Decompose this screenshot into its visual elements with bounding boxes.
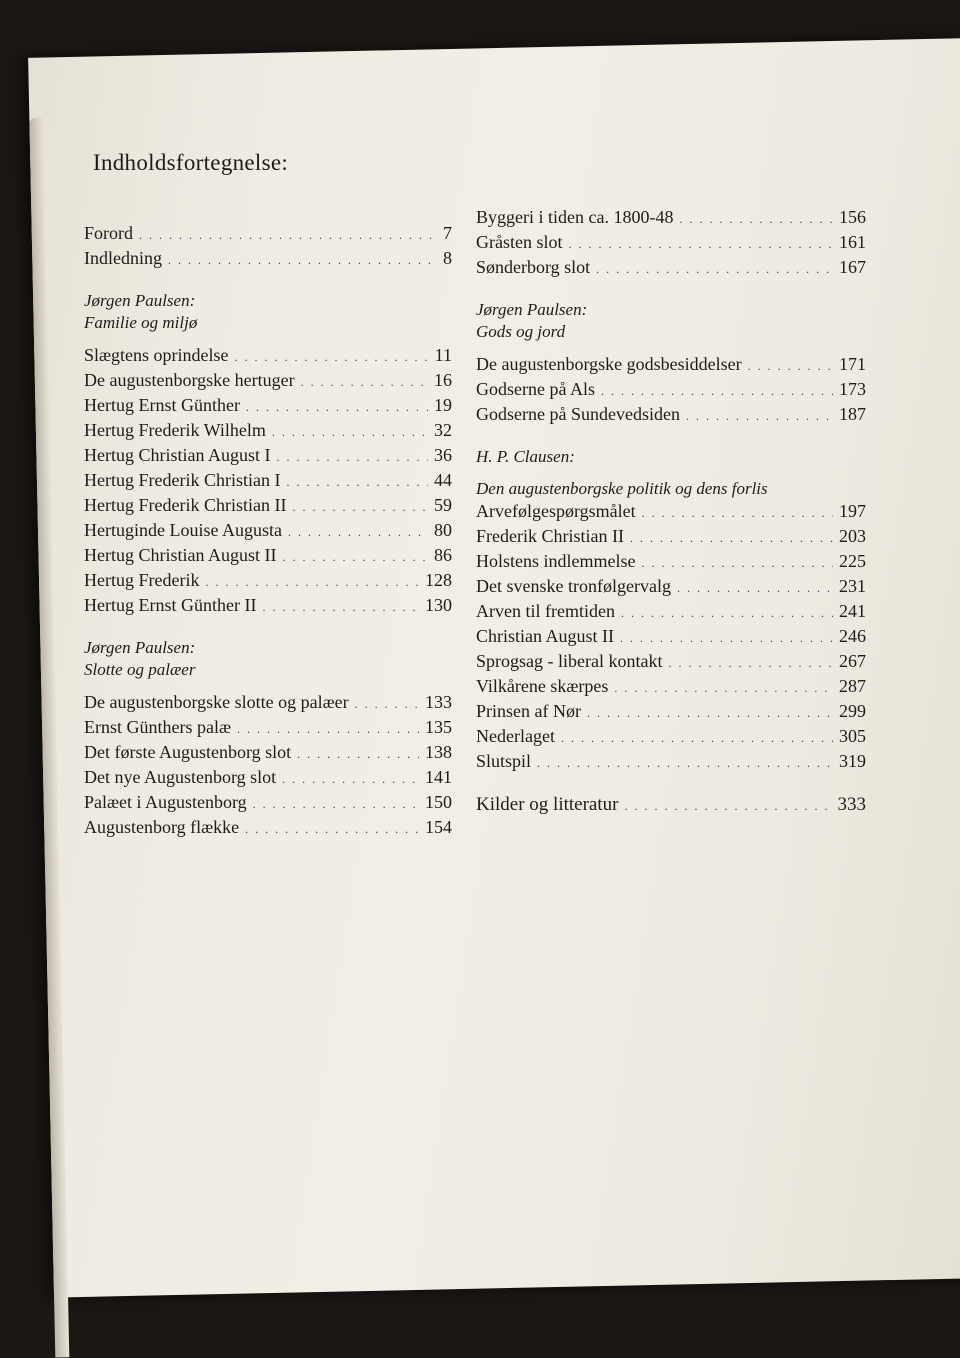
leader-dots [537, 752, 833, 775]
toc-entry [476, 525, 866, 550]
entry-page: 241 [839, 601, 866, 621]
leader-dots [587, 702, 833, 725]
toc-entry [84, 469, 452, 494]
toc-entry [84, 444, 452, 469]
leader-dots [297, 743, 419, 766]
leader-dots [205, 571, 419, 594]
section-title: Gods og jord [476, 322, 566, 341]
leader-dots [235, 346, 429, 369]
toc-entry [84, 716, 452, 741]
entry-label: Hertug Frederik [84, 570, 200, 590]
entry-label: Slægtens oprindelse [84, 345, 229, 365]
leader-dots [641, 552, 833, 575]
entry-label: Godserne på Sundevedsiden [476, 404, 680, 424]
entry-label: Det første Augustenborg slot [84, 742, 292, 762]
toc-entry [84, 691, 452, 716]
toc-entry [84, 344, 452, 369]
leader-dots [568, 233, 833, 256]
toc-entry [476, 256, 866, 281]
leader-dots [288, 521, 428, 544]
entry-page: 8 [443, 248, 452, 268]
toc-left-column [84, 222, 452, 841]
toc-entry [84, 594, 452, 619]
toc-entry [476, 625, 866, 650]
toc-entry [476, 353, 866, 378]
leader-dots [253, 793, 419, 816]
entry-page: 44 [434, 470, 452, 490]
toc-entry [84, 369, 452, 394]
toc-entry [84, 741, 452, 766]
section-title: Familie og miljø [84, 313, 198, 332]
toc-entry [476, 700, 866, 725]
entry-label: Hertug Christian August II [84, 545, 277, 565]
leader-dots [355, 693, 419, 716]
leader-dots [282, 768, 419, 791]
entry-page: 319 [839, 751, 866, 771]
toc-entry [84, 816, 452, 841]
entry-page: 128 [425, 570, 452, 590]
leader-dots [277, 446, 429, 469]
toc-entry-sources [476, 793, 866, 818]
entry-label: Sprogsag - liberal kontakt [476, 651, 663, 671]
entry-label: Sønderborg slot [476, 257, 591, 277]
entry-page: 171 [839, 354, 866, 374]
toc-entry [84, 394, 452, 419]
entry-page: 59 [434, 495, 452, 515]
leader-dots [292, 496, 428, 519]
leader-dots [282, 546, 428, 569]
entry-label: Hertug Frederik Christian II [84, 495, 287, 515]
leader-dots [601, 380, 833, 403]
section-author: Jørgen Paulsen: [84, 291, 196, 310]
entry-page: 173 [839, 379, 866, 399]
entry-page: 161 [839, 232, 866, 252]
entry-label: Arvefølgespørgsmålet [476, 501, 636, 521]
entry-page: 299 [839, 701, 866, 721]
leader-dots [272, 421, 428, 444]
leader-dots [668, 652, 833, 675]
toc-entry [84, 791, 452, 816]
leader-dots [237, 718, 419, 741]
entry-page: 80 [434, 520, 452, 540]
entry-page: 225 [839, 551, 866, 571]
leader-dots [168, 249, 437, 272]
entry-page: 86 [434, 545, 452, 565]
entry-label: De augustenborgske godsbesiddelser [476, 354, 742, 374]
section-title: Den augustenborgske politik og dens forlis [476, 479, 768, 498]
entry-label: Holstens indlemmelse [476, 551, 636, 571]
entry-label: Frederik Christian II [476, 526, 624, 546]
toc-entry [84, 247, 452, 272]
entry-page: 7 [443, 223, 452, 243]
toc-entry [476, 650, 866, 675]
entry-label: De augustenborgske hertuger [84, 370, 295, 390]
entry-label: Forord [84, 223, 133, 243]
entry-page: 133 [425, 692, 452, 712]
entry-page: 135 [425, 717, 452, 737]
entry-label: Gråsten slot [476, 232, 563, 252]
toc-entry [476, 500, 866, 525]
toc-entry [84, 569, 452, 594]
leader-dots [748, 355, 833, 378]
page-edge [29, 118, 69, 1358]
entry-label: Kilder og litteratur [476, 794, 619, 815]
entry-page: 203 [839, 526, 866, 546]
entry-page: 187 [839, 404, 866, 424]
entry-page: 333 [837, 794, 866, 815]
toc-title: Indholdsfortegnelse: [93, 150, 289, 175]
leader-dots [139, 224, 437, 247]
entry-label: Hertug Frederik Christian I [84, 470, 281, 490]
entry-label: Prinsen af Nør [476, 701, 581, 721]
toc-entry [84, 544, 452, 569]
entry-label: Det svenske tronfølgervalg [476, 576, 671, 596]
toc-entry [84, 494, 452, 519]
toc-entry [476, 675, 866, 700]
toc-entry [84, 419, 452, 444]
toc-entry [476, 231, 866, 256]
leader-dots [262, 596, 419, 619]
entry-label: Nederlaget [476, 726, 555, 746]
section-author: Jørgen Paulsen: [84, 638, 196, 657]
leader-dots [286, 471, 428, 494]
leader-dots [621, 602, 833, 625]
toc-entry [476, 403, 866, 428]
toc-entry [84, 519, 452, 544]
entry-label: Vilkårene skærpes [476, 676, 609, 696]
entry-page: 130 [425, 595, 452, 615]
entry-label: Det nye Augustenborg slot [84, 767, 277, 787]
entry-label: Ernst Günthers palæ [84, 717, 231, 737]
entry-label: Hertug Ernst Günther [84, 395, 240, 415]
leader-dots [642, 502, 833, 525]
leader-dots [686, 405, 833, 428]
leader-dots [630, 527, 833, 550]
entry-page: 141 [425, 767, 452, 787]
toc-entry [476, 206, 866, 231]
leader-dots [677, 577, 833, 600]
entry-label: Byggeri i tiden ca. 1800-48 [476, 207, 674, 227]
entry-page: 305 [839, 726, 866, 746]
leader-dots [679, 208, 833, 231]
entry-label: Augustenborg flække [84, 817, 240, 837]
leader-dots [624, 795, 831, 818]
toc-entry [476, 725, 866, 750]
entry-label: Slutspil [476, 751, 532, 771]
entry-page: 167 [839, 257, 866, 277]
entry-page: 32 [434, 420, 452, 440]
entry-page: 150 [425, 792, 452, 812]
entry-label: Hertuginde Louise Augusta [84, 520, 282, 540]
entry-label: Christian August II [476, 626, 614, 646]
leader-dots [301, 371, 428, 394]
entry-label: Indledning [84, 248, 162, 268]
entry-page: 36 [434, 445, 452, 465]
leader-dots [245, 818, 419, 841]
entry-label: Hertug Ernst Günther II [84, 595, 257, 615]
entry-label: De augustenborgske slotte og palæer [84, 692, 349, 712]
entry-page: 287 [839, 676, 866, 696]
entry-label: Arven til fremtiden [476, 601, 615, 621]
toc-entry [84, 222, 452, 247]
toc-entry [476, 575, 866, 600]
entry-label: Hertug Frederik Wilhelm [84, 420, 266, 440]
toc-entry [476, 378, 866, 403]
entry-page: 138 [425, 742, 452, 762]
toc-entry [476, 600, 866, 625]
leader-dots [561, 727, 833, 750]
section-author: Jørgen Paulsen: [476, 300, 588, 319]
toc-right-column [476, 206, 866, 818]
toc-entry [476, 750, 866, 775]
entry-page: 16 [434, 370, 452, 390]
entry-page: 156 [839, 207, 866, 227]
entry-page: 11 [434, 345, 452, 365]
section-title: Slotte og palæer [84, 660, 196, 679]
leader-dots [614, 677, 833, 700]
entry-page: 19 [434, 395, 452, 415]
leader-dots [596, 258, 833, 281]
section-author: H. P. Clausen: [476, 447, 575, 466]
entry-page: 267 [839, 651, 866, 671]
entry-label: Hertug Christian August I [84, 445, 271, 465]
toc-entry [84, 766, 452, 791]
entry-page: 246 [839, 626, 866, 646]
entry-page: 231 [839, 576, 866, 596]
entry-label: Godserne på Als [476, 379, 595, 399]
entry-page: 154 [425, 817, 452, 837]
entry-label: Palæet i Augustenborg [84, 792, 247, 812]
toc-entry [476, 550, 866, 575]
leader-dots [620, 627, 833, 650]
leader-dots [246, 396, 428, 419]
entry-page: 197 [839, 501, 866, 521]
